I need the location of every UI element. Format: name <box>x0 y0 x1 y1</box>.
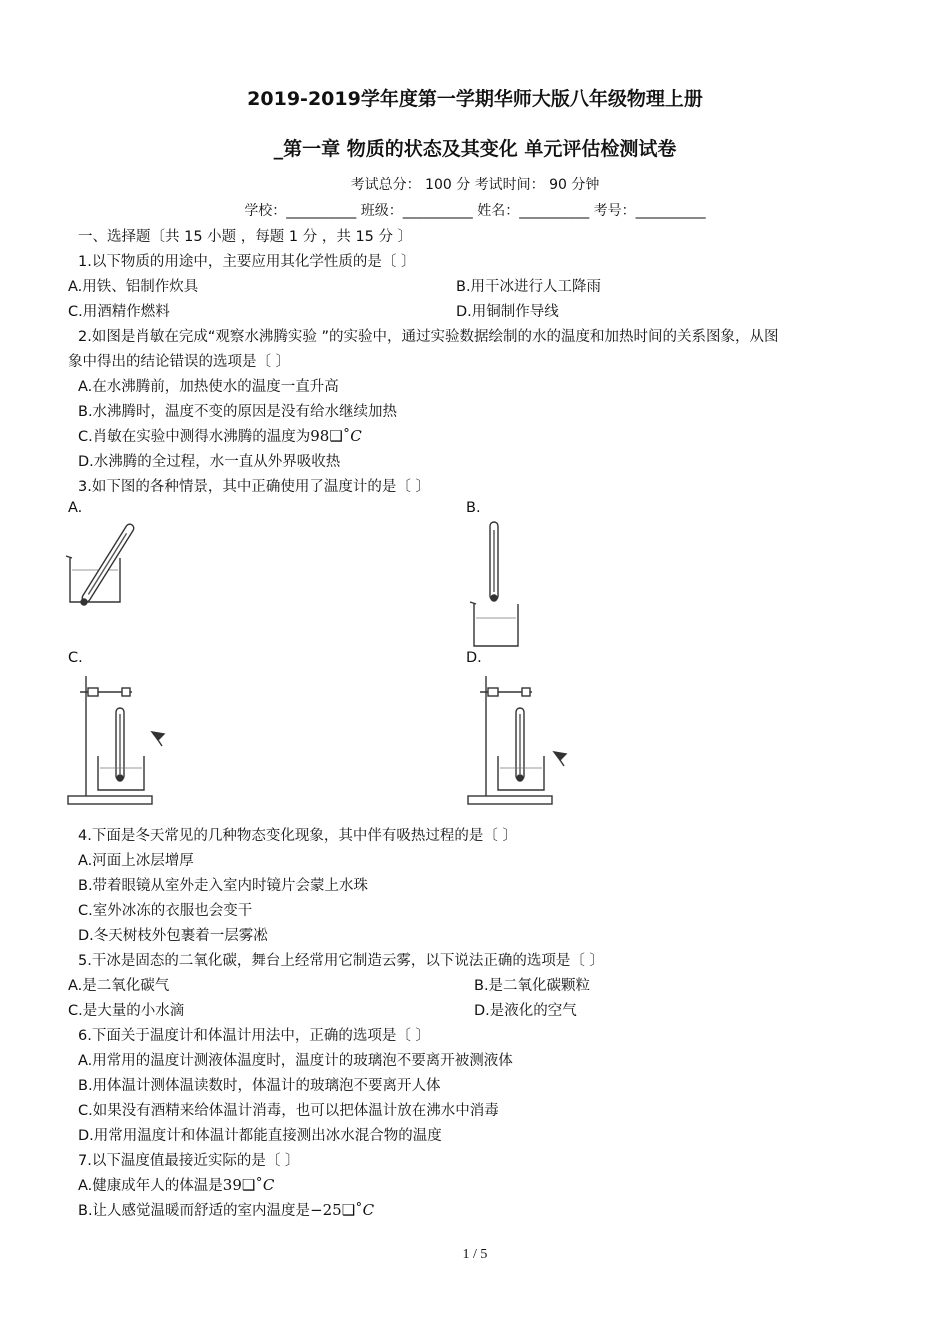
q2-c-unit: C <box>350 427 362 445</box>
q3-label-a: A. <box>68 500 83 516</box>
q6-option-b: B.用体温计测体温读数时，体温计的玻璃泡不要离开人体 <box>78 1078 441 1094</box>
q7-b-unit: C <box>362 1201 375 1219</box>
title-line-2: _第一章 物质的状态及其变化 单元评估检测试卷 <box>273 138 677 160</box>
q7-option-a-text: A.健康成年人的体温是 <box>78 1178 223 1194</box>
section-heading: 一、选择题〔共 15 小题 ，每题 1 分 ，共 15 分 〕 <box>78 229 413 245</box>
q3-label-b: B. <box>466 500 481 516</box>
q5-stem: 5.干冰是固态的二氧化碳，舞台上经常用它制造云雾，以下说法正确的选项是〔 〕 <box>78 953 604 969</box>
exam-info: 考试总分： 100 分 考试时间： 90 分钟 <box>350 177 600 193</box>
q7-a-number: 39 <box>222 1176 242 1194</box>
q2-option-c-value: 98❑˚C <box>310 427 362 445</box>
q3-figure-c <box>66 670 176 810</box>
page-number: 1 / 5 <box>462 1247 488 1262</box>
q5-option-b: B.是二氧化碳颗粒 <box>474 978 591 994</box>
q7-option-a-value: 39❑˚C <box>222 1176 275 1194</box>
q1-stem: 1.以下物质的用途中，主要应用其化学性质的是〔 〕 <box>78 254 416 270</box>
q7-option-a <box>78 1174 274 1195</box>
q3-label-c: C. <box>68 650 83 666</box>
q7-b-number: −25 <box>310 1201 342 1219</box>
q2-option-c <box>78 425 362 446</box>
q4-stem: 4.下面是冬天常见的几种物态变化现象，其中伴有吸热过程的是〔 〕 <box>78 828 517 844</box>
q6-option-d: D.用常用温度计和体温计都能直接测出冰水混合物的温度 <box>78 1128 442 1144</box>
q2-stem-line-1: 2.如图是肖敏在完成“观察水沸腾实验 ”的实验中，通过实验数据绘制的水的温度和加热时间的关系图象，从图 <box>78 329 779 345</box>
q3-figure-d <box>466 670 576 810</box>
q4-option-c: C.室外冰冻的衣服也会变干 <box>78 903 253 919</box>
q7-a-unit: C <box>262 1176 275 1194</box>
q2-c-number: 98 <box>310 427 330 445</box>
q1-option-b: B.用干冰进行人工降雨 <box>456 279 602 295</box>
student-info: 学校：__________ 班级：__________ 姓名：__________ 考号：__________ <box>244 203 706 219</box>
q4-option-a: A.河面上冰层增厚 <box>78 853 194 869</box>
q3-label-d: D. <box>466 650 482 666</box>
q5-option-d: D.是液化的空气 <box>474 1003 577 1019</box>
q4-option-b: B.带着眼镜从室外走入室内时镜片会蒙上水珠 <box>78 878 369 894</box>
q3-stem: 3.如下图的各种情景，其中正确使用了温度计的是〔 〕 <box>78 479 430 495</box>
q7-option-b-value: −25❑˚C <box>310 1201 375 1219</box>
q7-stem: 7.以下温度值最接近实际的是〔 〕 <box>78 1153 300 1169</box>
q1-option-c: C.用酒精作燃料 <box>68 304 170 320</box>
q5-option-a: A.是二氧化碳气 <box>68 978 170 994</box>
q3-figure-b <box>468 518 528 650</box>
q3-figure-a <box>62 518 146 610</box>
q1-option-a: A.用铁、铝制作炊具 <box>68 279 199 295</box>
q2-option-c-text: C.肖敏在实验中测得水沸腾的温度为 <box>78 429 311 445</box>
q6-stem: 6.下面关于温度计和体温计用法中，正确的选项是〔 〕 <box>78 1028 430 1044</box>
q1-option-d: D.用铜制作导线 <box>456 304 559 320</box>
title-line-1: 2019-2019学年度第一学期华师大版八年级物理上册 <box>247 88 703 110</box>
q4-option-d: D.冬天树枝外包裹着一层雾凇 <box>78 928 268 944</box>
q7-option-b <box>78 1199 374 1220</box>
q2-option-b: B.水沸腾时，温度不变的原因是没有给水继续加热 <box>78 404 398 420</box>
q6-option-c: C.如果没有酒精来给体温计消毒，也可以把体温计放在沸水中消毒 <box>78 1103 499 1119</box>
q5-option-c: C.是大量的小水滴 <box>68 1003 185 1019</box>
q6-option-a: A.用常用的温度计测液体温度时，温度计的玻璃泡不要离开被测液体 <box>78 1053 513 1069</box>
q7-option-b-text: B.让人感觉温暖而舒适的室内温度是 <box>78 1203 311 1219</box>
q2-stem-line-2: 象中得出的结论错误的选项是〔 〕 <box>68 354 291 370</box>
q2-option-a: A.在水沸腾前，加热使水的温度一直升高 <box>78 379 339 395</box>
q2-option-d: D.水沸腾的全过程，水一直从外界吸收热 <box>78 454 341 470</box>
